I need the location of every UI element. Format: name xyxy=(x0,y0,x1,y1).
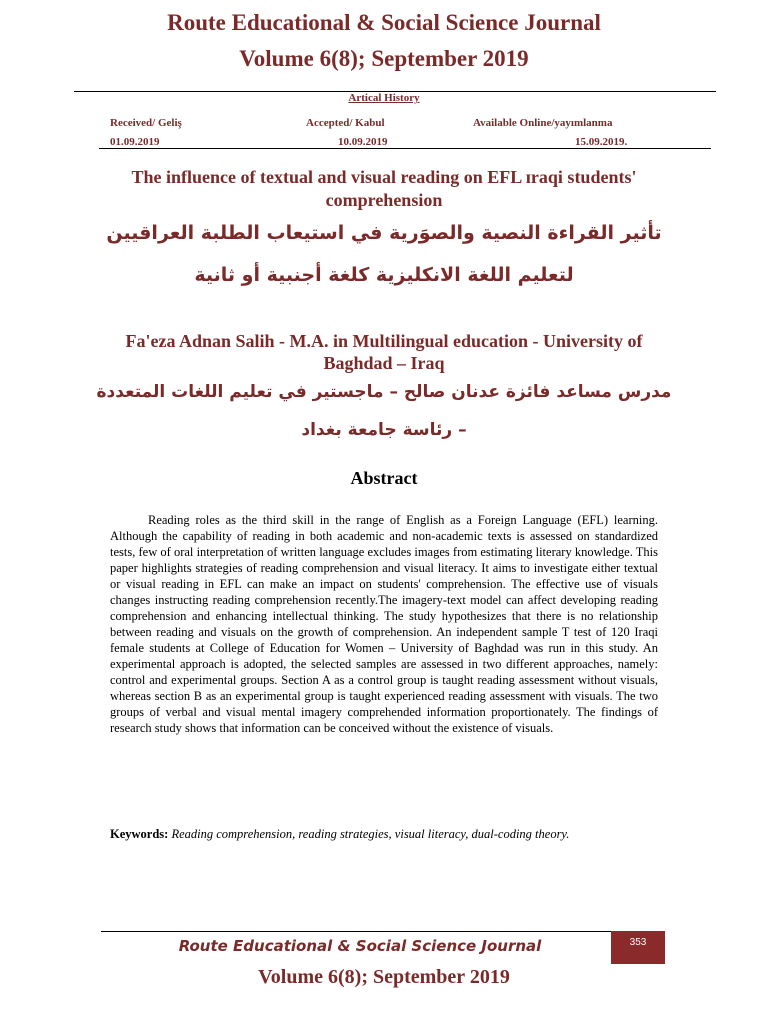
accepted-label: Accepted/ Kabul xyxy=(306,117,385,129)
author-affiliation-arabic: مدرس مساعد فائزة عدنان صالح – ماجستير في تعليم اللغات المتعددة – رئاسة جامعة بغداد xyxy=(96,382,672,440)
abstract-heading: Abstract xyxy=(350,468,418,488)
volume-title: Volume 6(8); September 2019 xyxy=(239,46,529,71)
keywords-list: Reading comprehension, reading strategies, visual literacy, dual-coding theory. xyxy=(168,827,570,841)
page-number-badge: 353 xyxy=(611,931,665,964)
journal-title: Route Educational & Social Science Journal xyxy=(167,10,601,35)
available-online-date: 15.09.2019. xyxy=(575,136,628,148)
keywords-label: Keywords: xyxy=(110,827,169,841)
article-history-heading: Artical History xyxy=(348,92,420,104)
accepted-date: 10.09.2019 xyxy=(338,136,388,148)
footer-divider xyxy=(101,931,611,932)
paper-title: The influence of textual and visual reading on EFL ɪraqi students' comprehension xyxy=(131,167,637,210)
paper-title-arabic: تأثير القراءة النصية والصوَرية في استيعاب الطلبة العراقيين لتعليم اللغة الانكليزية كلغة أجنبية أو ثانية xyxy=(106,222,662,286)
available-online-label: Available Online/yayımlanma xyxy=(473,117,613,129)
footer-volume: Volume 6(8); September 2019 xyxy=(258,966,510,988)
received-label: Received/ Geliş xyxy=(110,117,182,129)
history-divider-bottom xyxy=(99,148,711,149)
author-affiliation: Fa'eza Adnan Salih - M.A. in Multilingual education - University of Baghdad – Iraq xyxy=(125,331,643,373)
footer-journal-name: Route Educational & Social Science Journal xyxy=(178,937,542,955)
received-date: 01.09.2019 xyxy=(110,136,160,148)
keywords xyxy=(110,826,658,843)
abstract-body: Reading roles as the third skill in the range of English as a Foreign Language (EFL) learning. Although the capability of reading in both academic and non-academic texts is assessed on standardized tests, few of oral interpretation of written language excludes images from estimating literary knowledge. This paper highlights strategies of reading comprehension and visual literacy. It aims to investigate either textual or visual reading in EFL can make an impact on students' comprehension. The effective use of visuals changes instructing reading comprehension recently.The imagery-text model can affect developing reading comprehension and enhancing intellectual thinking. The study hypothesizes that there is no relationship between reading and visuals on the growth of comprehension. An independent sample T test of 120 Iraqi female students at College of Education for Women – University of Baghdad was run in this study. An experimental approach is adopted, the selected samples are assessed in two different approaches, namely: control and experimental groups. Section A as a control group is taught reading assessment without visuals, whereas section B as an experimental group is taught experienced reading assessment with visuals. The two groups of verbal and visual mental imagery comprehended information proportionately. The findings of research study shows that information can be conceived without the existence of visuals. xyxy=(110,513,658,735)
